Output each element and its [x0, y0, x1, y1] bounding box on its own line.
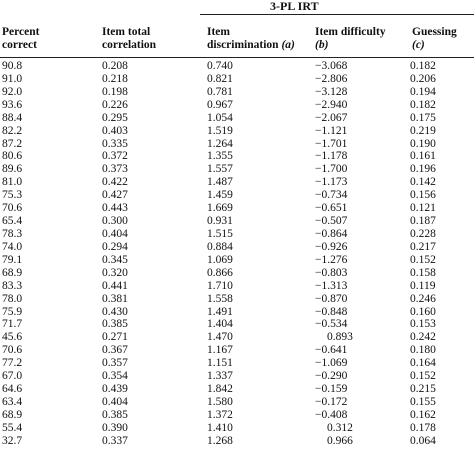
- cell-item-difficulty: −2.067: [315, 111, 348, 124]
- cell-item-discrimination: 1.069: [207, 253, 233, 266]
- cell-item-discrimination: 1.404: [207, 318, 233, 331]
- cell-percent-correct: 45.6: [2, 331, 23, 344]
- cell-item-difficulty: −3.128: [315, 85, 348, 98]
- cell-percent-correct: 88.4: [2, 111, 23, 124]
- header-percent-correct: [2, 26, 39, 52]
- table-row: [0, 293, 474, 306]
- cell-guessing: 0.142: [410, 176, 436, 189]
- cell-item-total-correlation: 0.404: [102, 227, 128, 240]
- header-line: Item total: [102, 26, 151, 38]
- header-symbol: (c): [412, 39, 425, 51]
- cell-item-difficulty: −2.806: [315, 72, 348, 85]
- header-line: [207, 39, 295, 52]
- cell-item-total-correlation: 0.430: [102, 305, 128, 318]
- cell-percent-correct: 70.6: [2, 202, 23, 215]
- group-rule: [200, 14, 474, 15]
- cell-guessing: 0.178: [410, 421, 436, 434]
- cell-percent-correct: 79.1: [2, 253, 23, 266]
- cell-item-total-correlation: 0.198: [102, 85, 128, 98]
- table-row: [0, 73, 474, 86]
- header-item-discrimination: [207, 26, 295, 52]
- table-title: 3-PL IRT: [270, 0, 319, 13]
- header-line: Item: [207, 26, 230, 38]
- header-line: Guessing: [412, 26, 457, 38]
- cell-item-discrimination: 1.710: [207, 279, 233, 292]
- cell-item-difficulty: −0.507: [315, 215, 348, 228]
- cell-guessing: 0.175: [410, 111, 436, 124]
- table-row: [0, 280, 474, 293]
- cell-item-difficulty: −1.178: [315, 150, 348, 163]
- cell-item-discrimination: 1.410: [207, 421, 233, 434]
- table-row: [0, 138, 474, 151]
- cell-item-total-correlation: 0.390: [102, 421, 128, 434]
- table-row: [0, 422, 474, 435]
- cell-item-discrimination: 1.487: [207, 176, 233, 189]
- cell-item-difficulty: −0.870: [315, 292, 348, 305]
- cell-percent-correct: 70.6: [2, 344, 23, 357]
- cell-guessing: 0.196: [410, 163, 436, 176]
- cell-guessing: 0.162: [410, 408, 436, 421]
- table-row: [0, 306, 474, 319]
- header-line: correct: [2, 39, 37, 51]
- cell-guessing: 0.242: [410, 331, 436, 344]
- cell-percent-correct: 78.3: [2, 227, 23, 240]
- cell-item-difficulty: −1.276: [315, 253, 348, 266]
- cell-item-difficulty: 0.312: [327, 421, 353, 434]
- cell-percent-correct: 32.7: [2, 434, 23, 447]
- cell-item-total-correlation: 0.226: [102, 98, 128, 111]
- cell-item-discrimination: 1.355: [207, 150, 233, 163]
- cell-item-total-correlation: 0.218: [102, 72, 128, 85]
- cell-percent-correct: 92.0: [2, 85, 23, 98]
- cell-item-difficulty: −0.172: [315, 395, 348, 408]
- table-row: [0, 267, 474, 280]
- cell-item-difficulty: −1.701: [315, 137, 348, 150]
- table-row: [0, 202, 474, 215]
- cell-item-difficulty: −1.069: [315, 357, 348, 370]
- cell-guessing: 0.152: [410, 253, 436, 266]
- cell-guessing: 0.155: [410, 395, 436, 408]
- cell-percent-correct: 80.6: [2, 150, 23, 163]
- cell-item-discrimination: 1.372: [207, 408, 233, 421]
- cell-percent-correct: 68.9: [2, 266, 23, 279]
- cell-percent-correct: 82.2: [2, 124, 23, 137]
- cell-item-difficulty: −0.408: [315, 408, 348, 421]
- cell-item-difficulty: 0.893: [327, 331, 353, 344]
- table-row: [0, 215, 474, 228]
- cell-item-discrimination: 1.557: [207, 163, 233, 176]
- cell-item-discrimination: 1.515: [207, 227, 233, 240]
- cell-item-discrimination: 1.519: [207, 124, 233, 137]
- header-rule: [0, 57, 474, 58]
- cell-guessing: 0.152: [410, 370, 436, 383]
- cell-guessing: 0.119: [410, 279, 436, 292]
- cell-percent-correct: 75.9: [2, 305, 23, 318]
- cell-percent-correct: 63.4: [2, 395, 23, 408]
- cell-item-difficulty: 0.966: [327, 434, 353, 447]
- cell-guessing: 0.215: [410, 383, 436, 396]
- cell-guessing: 0.164: [410, 357, 436, 370]
- cell-item-total-correlation: 0.335: [102, 137, 128, 150]
- cell-guessing: 0.153: [410, 318, 436, 331]
- cell-percent-correct: 65.4: [2, 215, 23, 228]
- cell-item-difficulty: −0.290: [315, 370, 348, 383]
- cell-item-total-correlation: 0.271: [102, 331, 128, 344]
- cell-percent-correct: 67.0: [2, 370, 23, 383]
- cell-item-total-correlation: 0.354: [102, 370, 128, 383]
- cell-item-difficulty: −0.848: [315, 305, 348, 318]
- cell-item-total-correlation: 0.367: [102, 344, 128, 357]
- cell-guessing: 0.182: [410, 60, 436, 72]
- cell-item-discrimination: 1.669: [207, 202, 233, 215]
- table-row: [0, 86, 474, 99]
- table-row: [0, 99, 474, 112]
- cell-item-total-correlation: 0.385: [102, 318, 128, 331]
- cell-item-total-correlation: 0.345: [102, 253, 128, 266]
- cell-item-discrimination: 1.580: [207, 395, 233, 408]
- cell-item-difficulty: −1.313: [315, 279, 348, 292]
- cell-item-difficulty: −0.641: [315, 344, 348, 357]
- cell-percent-correct: 89.6: [2, 163, 23, 176]
- cell-item-discrimination: 1.470: [207, 331, 233, 344]
- header-line: Percent: [2, 26, 40, 38]
- cell-item-discrimination: 1.167: [207, 344, 233, 357]
- cell-item-total-correlation: 0.300: [102, 215, 128, 228]
- cell-item-difficulty: −0.159: [315, 383, 348, 396]
- cell-guessing: 0.180: [410, 344, 436, 357]
- cell-item-total-correlation: 0.372: [102, 150, 128, 163]
- cell-item-total-correlation: 0.439: [102, 383, 128, 396]
- cell-percent-correct: 71.7: [2, 318, 23, 331]
- cell-percent-correct: 75.3: [2, 189, 23, 202]
- cell-item-total-correlation: 0.443: [102, 202, 128, 215]
- data-table: [0, 60, 474, 448]
- cell-item-total-correlation: 0.441: [102, 279, 128, 292]
- cell-item-discrimination: 1.558: [207, 292, 233, 305]
- cell-item-discrimination: 1.491: [207, 305, 233, 318]
- table-row: [0, 370, 474, 383]
- header-guessing: [412, 26, 457, 52]
- cell-item-difficulty: −3.068: [315, 60, 348, 72]
- cell-percent-correct: 78.0: [2, 292, 23, 305]
- cell-guessing: 0.228: [410, 227, 436, 240]
- header-line: correlation: [102, 39, 157, 51]
- cell-item-total-correlation: 0.381: [102, 292, 128, 305]
- cell-item-difficulty: −2.940: [315, 98, 348, 111]
- cell-guessing: 0.219: [410, 124, 436, 137]
- table-row: [0, 176, 474, 189]
- table-row: [0, 254, 474, 267]
- table-row: [0, 60, 474, 73]
- header-line: Item difficulty: [315, 26, 386, 38]
- table-row: [0, 409, 474, 422]
- header-text: discrimination: [207, 39, 279, 51]
- cell-guessing: 0.161: [410, 150, 436, 163]
- cell-item-total-correlation: 0.403: [102, 124, 128, 137]
- cell-item-discrimination: 0.821: [207, 72, 233, 85]
- cell-item-total-correlation: 0.427: [102, 189, 128, 202]
- header-symbol: (b): [315, 39, 329, 51]
- cell-item-difficulty: −0.926: [315, 240, 348, 253]
- cell-guessing: 0.194: [410, 85, 436, 98]
- table-row: [0, 228, 474, 241]
- table-row: [0, 163, 474, 176]
- table-body: [0, 60, 474, 448]
- cell-item-total-correlation: 0.385: [102, 408, 128, 421]
- cell-percent-correct: 83.3: [2, 279, 23, 292]
- cell-item-total-correlation: 0.373: [102, 163, 128, 176]
- cell-guessing: 0.246: [410, 292, 436, 305]
- cell-guessing: 0.190: [410, 137, 436, 150]
- cell-item-discrimination: 1.337: [207, 370, 233, 383]
- table-row: [0, 241, 474, 254]
- cell-item-discrimination: 0.967: [207, 98, 233, 111]
- header-symbol: (a): [281, 39, 295, 51]
- cell-guessing: 0.121: [410, 202, 436, 215]
- cell-guessing: 0.156: [410, 189, 436, 202]
- cell-guessing: 0.206: [410, 72, 436, 85]
- cell-item-total-correlation: 0.404: [102, 395, 128, 408]
- cell-item-discrimination: 1.268: [207, 434, 233, 447]
- cell-guessing: 0.158: [410, 266, 436, 279]
- table-row: [0, 357, 474, 370]
- cell-item-total-correlation: 0.295: [102, 111, 128, 124]
- cell-guessing: 0.064: [410, 434, 436, 447]
- cell-item-discrimination: 0.781: [207, 85, 233, 98]
- cell-item-difficulty: −0.864: [315, 227, 348, 240]
- cell-item-discrimination: 1.459: [207, 189, 233, 202]
- cell-item-difficulty: −0.803: [315, 266, 348, 279]
- table-row: [0, 318, 474, 331]
- header-item-total-correlation: [102, 26, 156, 52]
- cell-item-total-correlation: 0.422: [102, 176, 128, 189]
- cell-percent-correct: 87.2: [2, 137, 23, 150]
- cell-item-discrimination: 1.151: [207, 357, 233, 370]
- cell-item-total-correlation: 0.208: [102, 60, 128, 72]
- header-line: [412, 39, 457, 52]
- cell-item-difficulty: −0.734: [315, 189, 348, 202]
- cell-item-difficulty: −1.173: [315, 176, 348, 189]
- cell-percent-correct: 77.2: [2, 357, 23, 370]
- cell-percent-correct: 64.6: [2, 383, 23, 396]
- table-row: [0, 435, 474, 448]
- cell-guessing: 0.187: [410, 215, 436, 228]
- cell-guessing: 0.217: [410, 240, 436, 253]
- cell-item-difficulty: −1.121: [315, 124, 348, 137]
- cell-percent-correct: 55.4: [2, 421, 23, 434]
- table-row: [0, 150, 474, 163]
- cell-item-discrimination: 1.842: [207, 383, 233, 396]
- cell-item-discrimination: 0.931: [207, 215, 233, 228]
- table-row: [0, 125, 474, 138]
- cell-item-total-correlation: 0.294: [102, 240, 128, 253]
- cell-percent-correct: 74.0: [2, 240, 23, 253]
- cell-item-difficulty: −0.651: [315, 202, 348, 215]
- cell-item-discrimination: 1.054: [207, 111, 233, 124]
- cell-item-discrimination: 0.740: [207, 60, 233, 72]
- cell-item-total-correlation: 0.337: [102, 434, 128, 447]
- cell-percent-correct: 90.8: [2, 60, 23, 72]
- cell-item-discrimination: 1.264: [207, 137, 233, 150]
- header-item-difficulty: [315, 26, 386, 52]
- cell-percent-correct: 91.0: [2, 72, 23, 85]
- table-row: [0, 344, 474, 357]
- cell-guessing: 0.182: [410, 98, 436, 111]
- header-line: [315, 39, 386, 52]
- cell-item-discrimination: 0.866: [207, 266, 233, 279]
- cell-guessing: 0.160: [410, 305, 436, 318]
- table-row: [0, 396, 474, 409]
- cell-percent-correct: 93.6: [2, 98, 23, 111]
- cell-item-difficulty: −0.534: [315, 318, 348, 331]
- cell-item-discrimination: 0.884: [207, 240, 233, 253]
- cell-item-total-correlation: 0.320: [102, 266, 128, 279]
- cell-item-total-correlation: 0.357: [102, 357, 128, 370]
- cell-percent-correct: 68.9: [2, 408, 23, 421]
- table-row: [0, 189, 474, 202]
- table-row: [0, 112, 474, 125]
- table-row: [0, 331, 474, 344]
- cell-percent-correct: 81.0: [2, 176, 23, 189]
- table-row: [0, 383, 474, 396]
- cell-item-difficulty: −1.700: [315, 163, 348, 176]
